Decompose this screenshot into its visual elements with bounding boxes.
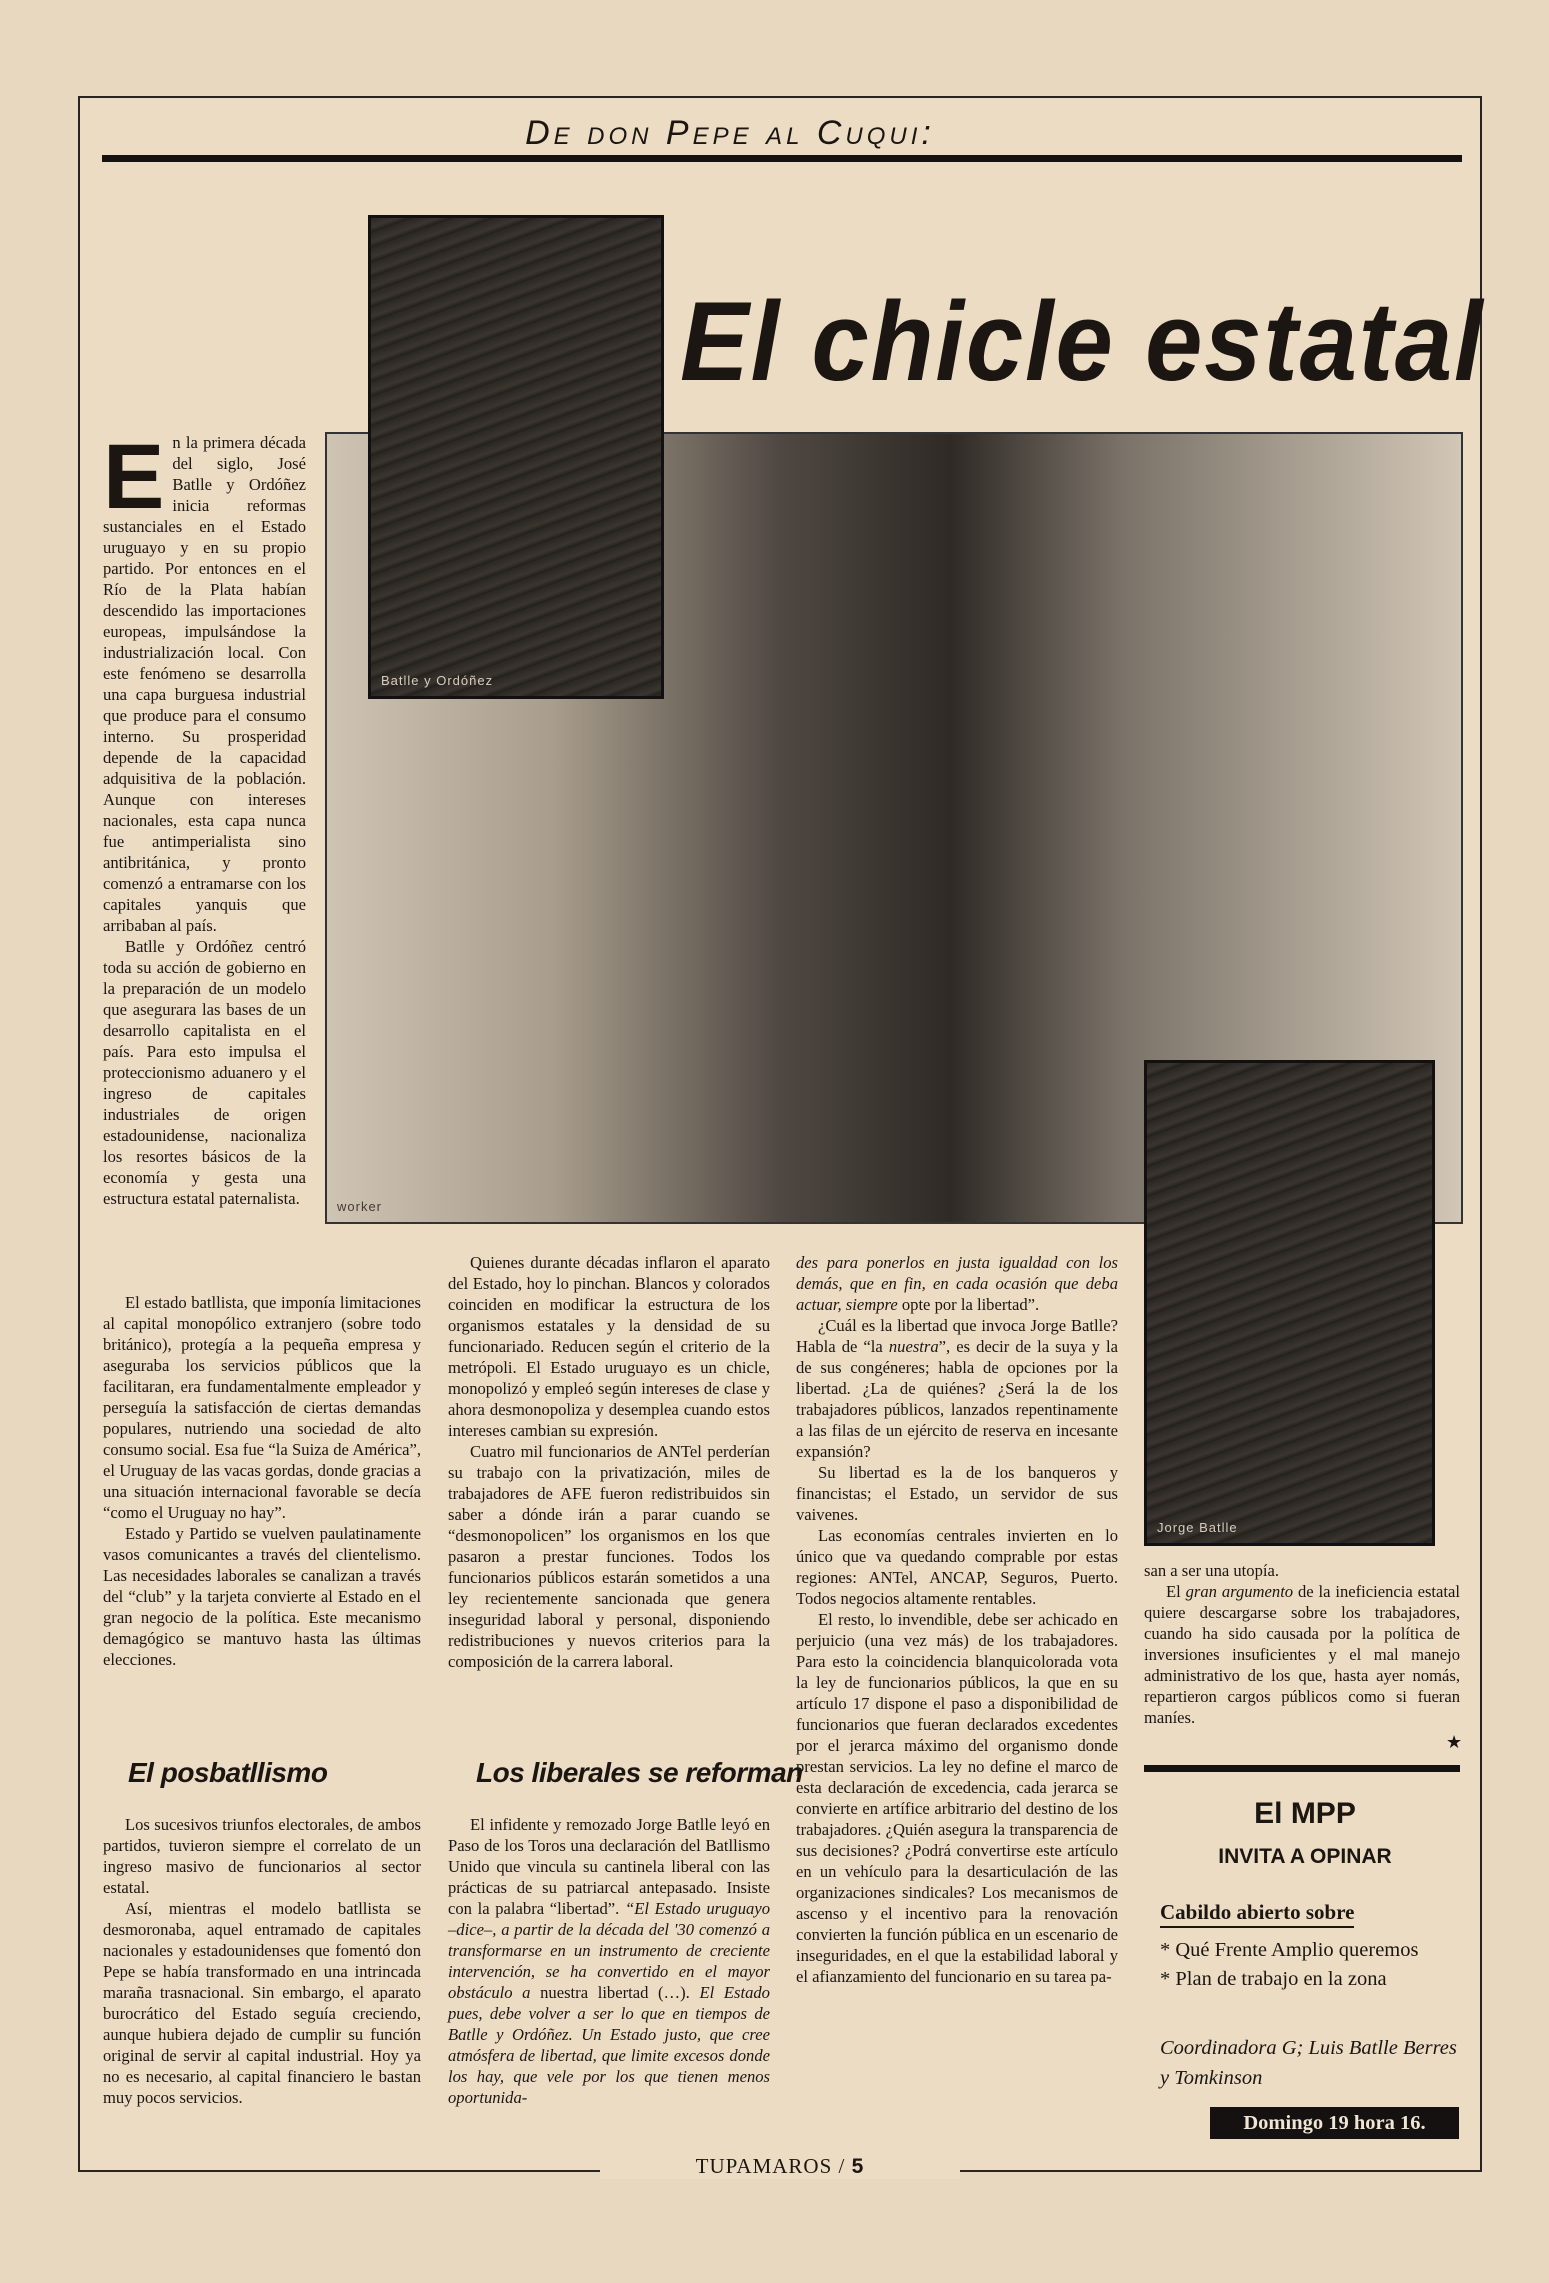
header-rule bbox=[102, 155, 1462, 162]
coordinator: Coordinadora G; Luis Batlle Berres y Tomkinson bbox=[1160, 2037, 1457, 2089]
col3-paragraph: ¿Cuál es la libertad que invoca Jorge Batlle? Habla de “la nuestra”, es decir de la suya y la de sus congéneres; habla de opciones por la libertad. ¿La de quiénes? ¿Será la de los trabajadores públicos, lanzados repentinamente a las filas de un ejército de reserva en incesante expansión? bbox=[796, 1316, 1118, 1461]
footer-folio: TUPAMAROS / 5 bbox=[600, 2154, 960, 2179]
event-date: Domingo 19 hora 16. bbox=[1210, 2107, 1459, 2139]
col1-lower bbox=[103, 1292, 421, 1670]
col1-paragraph: Así, mientras el modelo batllista se desmoronaba, aquel entramado de capitales nacionales y estadounidenses que fomentó don Pepe se había transformado en una intrincada maraña trasnacional. Sin embargo, el aparato burocrático del Estado seguía creciendo, aunque hubiera dejado de cumplir su función original de servir al capital industrial. Hoy ya no es necesario, al capital financiero le bastan muy pocos servicios. bbox=[103, 1899, 421, 2107]
col3-paragraph: Su libertad es la de los banqueros y financistas; el Estado, un servidor de sus vaivenes. bbox=[796, 1463, 1118, 1524]
col1-paragraph: El estado batllista, que imponía limitaciones al capital monopólico extranjero (sobre todo británico), protegía a la pequeña empresa y aseguraba los servicios públicos que la facilitaran, era fundamentalmente empleador y perseguía la satisfacción de ciertas demandas populares, nutriendo una sociedad de alto consumo social. Esa fue “la Suiza de América”, el Uruguay de las vacas gordas, donde gracias a una situación internacional favorable se decía “como el Uruguay no hay”. bbox=[103, 1293, 421, 1522]
photo-batlle-y-ordonez bbox=[368, 215, 664, 699]
cabildo-list bbox=[1160, 1936, 1418, 1994]
kicker: De don Pepe al Cuqui: bbox=[525, 114, 935, 152]
col3-paragraph: El resto, lo invendible, debe ser achicado en perjuicio (una vez más) de los trabajadores. Para esto la coincidencia blanquicolorada vota la ley de funcionarios públicos, la que en su artículo 17 dispone el paso a disponibilidad de funcionarios que fueran declarados excedentes por el jerarca máximo del organismo donde prestan servicios. La ley no define el marco de esta declaración de excedencia, cada jerarca se convierte en artífice arbitrario del destino de los trabajadores. ¿Quién asegura la transparencia de sus decisiones? ¿Podrá convertirse este artículo en un vehículo para la desarticulación de las organizaciones sindicales? Los mecanismos de ascenso y el incentivo para la renovación convierten la función pública en un escenario de inseguridades, en el que la estabilidad laboral y el afianzamiento del funcionario en su tarea pa- bbox=[796, 1610, 1118, 1986]
col1-paragraph: Batlle y Ordóñez centró toda su acción de gobierno en la preparación de un modelo que asegurara las bases de un desarrollo capitalista en el país. Para esto impulsa el proteccionismo aduanero y el ingreso de capitales industriales de origen estadounidense, nacionaliza los resortes básicos de la economía y gesta una estructura estatal paternalista. bbox=[103, 937, 306, 1208]
col4-paragraph: san a ser una utopía. bbox=[1144, 1561, 1280, 1580]
end-mark: ★ bbox=[1446, 1732, 1463, 1752]
col4 bbox=[1144, 1560, 1460, 1728]
cabildo-heading: Cabildo abierto sobre bbox=[1160, 1900, 1354, 1928]
col2-paragraph: Cuatro mil funcionarios de ANTel perderían su trabajo con la privatización, miles de trabajadores de AFE fueron redistribuidos sin saber a dónde irán a parar cuando se “desmonopolicen” los organismos en los que pasaron a prestar funciones. Todos los funcionarios públicos estarán sometidos a una ley recientemente sancionada que genera inseguridad laboral y personal, disponiendo redistribuciones y nuevos criterios para la composición de la carrera laboral. bbox=[448, 1442, 770, 1671]
publication-name: TUPAMAROS bbox=[695, 2154, 833, 2178]
col2-paragraph: El infidente y remozado Jorge Batlle leyó en Paso de los Toros una declaración del Batllismo Unido que vincula su cantinela liberal con las prácticas de su patriarcal antepasado. Insiste con la palabra “libertad”. “El Estado uruguayo –dice–, a partir de la década del '30 comenzó a transformarse en un instrumento de creciente intervención, se ha convertido en el mayor obstáculo a nuestra libertad (…). El Estado pues, debe volver a ser lo que en tiempos de Batlle y Ordóñez. Un Estado justo, que cree atmósfera de libertad, que limite excesos donde los hay, que vele por los que tienen menos oportunida- bbox=[448, 1815, 770, 2107]
subhead-posbatllismo: El posbatllismo bbox=[128, 1757, 328, 1788]
col1-intro: En la primera década del siglo, José Batlle y Ordóñez inicia reformas sustanciales en el Estado uruguayo y en su propio partido. Por entonces en el Río de la Plata habían descendido las importaciones europeas, impulsándose la industrialización local. Con este fenómeno se desarrolla una capa burguesa industrial que produce para el consumo interno. Su prosperidad depende de la capacidad adquisitiva de la población. Aunque con intereses nacionales, esta capa nunca fue antimperialista sino antibritánica, y pronto comenzó a entramarse con los capitales yanquis que arribaban al país. bbox=[103, 426, 306, 935]
photo-jorge-batlle bbox=[1144, 1060, 1435, 1546]
col3 bbox=[796, 1252, 1118, 1987]
photo-cuqui-caption: Jorge Batlle bbox=[1157, 1520, 1238, 1535]
col1-paragraph: Estado y Partido se vuelven paulatinamente vasos comunicantes a través del clientelismo. Las necesidades laborales se canalizan a través del “club” y la tarjeta convierte al Estado en el gran negocio de la política. Este mecanismo demagógico se mantuvo hasta las últimas elecciones. bbox=[103, 1524, 421, 1669]
subhead-liberales: Los liberales se reforman bbox=[476, 1757, 803, 1788]
col1-upper bbox=[103, 426, 306, 1209]
headline: El chicle estatal bbox=[680, 279, 1485, 404]
col1-bottom bbox=[103, 1814, 421, 2108]
col3-paragraph: des para ponerlos en justa igualdad con los demás, que en fin, en cada ocasión que deba actuar, siempre opte por la libertad”. bbox=[796, 1253, 1118, 1314]
drop-cap: E bbox=[103, 426, 165, 528]
photo-batlle-caption: Batlle y Ordóñez bbox=[381, 673, 494, 688]
list-item: * Qué Frente Amplio queremos bbox=[1160, 1939, 1419, 1961]
photo-worker-caption: worker bbox=[337, 1199, 383, 1214]
page-number: 5 bbox=[851, 2155, 865, 2178]
col2-upper bbox=[448, 1252, 770, 1672]
col2-bottom bbox=[448, 1814, 770, 2108]
list-item: * Plan de trabajo en la zona bbox=[1160, 1968, 1387, 1990]
mpp-title: El MPP bbox=[1254, 1797, 1356, 1830]
col2-paragraph: Quienes durante décadas inflaron el aparato del Estado, hoy lo pinchan. Blancos y colorados coinciden en modificar la estructura de los organismos estatales y la densidad de su funcionariado. Reducen según el criterio de la metrópoli. El Estado uruguayo es un chicle, monopolizó y empleó según intereses de clase y ahora desmonopoliza y desemplea cuando estos intereses cambian su expresión. bbox=[448, 1253, 770, 1440]
box-rule bbox=[1144, 1765, 1460, 1772]
col3-paragraph: Las economías centrales invierten en lo único que va quedando comprable por estas regiones: ANTel, ANCAP, Seguros, Puerto. Todos negocios altamente rentables. bbox=[796, 1526, 1118, 1608]
mpp-subtitle: INVITA A OPINAR bbox=[1218, 1845, 1392, 1868]
col1-paragraph: Los sucesivos triunfos electorales, de ambos partidos, tuvieron siempre el correlato de un ingreso masivo de funcionarios al sector estatal. bbox=[103, 1815, 421, 1897]
col4-paragraph: El gran argumento de la ineficiencia estatal quiere descargarse sobre los trabajadores, cuando ha sido causada por la política de inversiones insuficientes y el mal manejo administrativo de los que, hasta ayer nomás, repartieron cargos públicos como si fueran maníes. bbox=[1144, 1582, 1460, 1727]
